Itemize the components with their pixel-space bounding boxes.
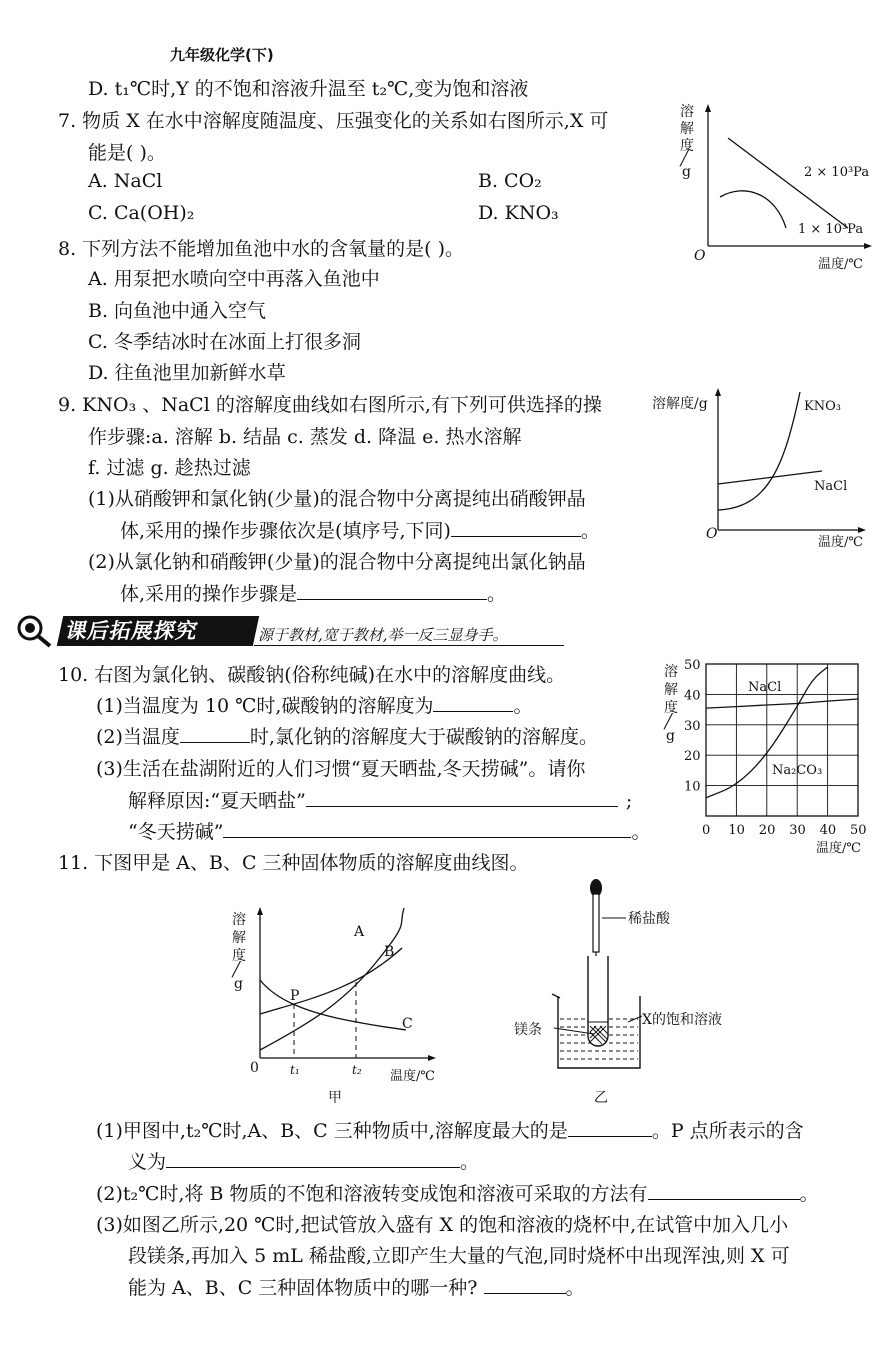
q11-x-arrow bbox=[428, 1055, 436, 1061]
q7-ylabel-2: 解 bbox=[680, 121, 694, 137]
q9-stem-line1: 9. KNO₃ 、NaCl 的溶解度曲线如右图所示,有下列可供选择的操 bbox=[58, 394, 602, 416]
q10-part3-semicolon: ; bbox=[625, 790, 633, 812]
q7-y-arrow bbox=[705, 104, 711, 112]
q10-ylabel-4: ╱ bbox=[664, 714, 673, 730]
q9-x-arrow bbox=[858, 527, 866, 533]
q10-part3-line3 bbox=[128, 817, 650, 844]
q10-part2 bbox=[96, 722, 598, 749]
q7-line-high-pressure bbox=[728, 138, 848, 228]
q7-xlabel: 温度/℃ bbox=[818, 257, 863, 272]
q11-part3-text: 能为 A、B、C 三种固体物质中的哪一种? bbox=[128, 1277, 478, 1299]
q11-part1-text-b: 。P 点所表示的含 bbox=[651, 1120, 804, 1142]
q7-stem-line1: 7. 物质 X 在水中溶解度随温度、压强变化的关系如右图所示,X 可 bbox=[58, 110, 609, 132]
q10-ylabel-3: 度 bbox=[664, 700, 678, 716]
q10-part1-answer-blank[interactable] bbox=[433, 692, 513, 712]
q7-origin: O bbox=[694, 248, 706, 264]
q10-part2-answer-blank[interactable] bbox=[180, 723, 250, 743]
q9-xlabel: 温度/℃ bbox=[818, 535, 863, 550]
q9-stem-line3: f. 过滤 g. 趁热过滤 bbox=[88, 457, 251, 479]
section-banner bbox=[16, 614, 561, 648]
q10-solubility-chart bbox=[656, 654, 878, 860]
q7-label-low: 1 × 10³Pa bbox=[798, 222, 864, 237]
q11-label-t1: t₁ bbox=[290, 1063, 300, 1077]
q11-curve-b bbox=[260, 948, 402, 1014]
q11-part3-answer-blank[interactable] bbox=[484, 1274, 566, 1294]
q7-ylabel-3: 度 bbox=[680, 138, 694, 154]
q9-kno3-label: KNO₃ bbox=[804, 399, 841, 414]
q8-stem: 8. 下列方法不能增加鱼池中水的含氧量的是( )。 bbox=[58, 238, 465, 260]
q7-solubility-chart bbox=[676, 100, 876, 272]
q8-option-c: C. 冬季结冰时在冰面上打很多洞 bbox=[88, 331, 361, 353]
q11-stem: 11. 下图甲是 A、B、C 三种固体物质的溶解度曲线图。 bbox=[58, 852, 529, 874]
q11-label-a: A bbox=[354, 924, 365, 940]
q11-ylabel-3: 度 bbox=[232, 948, 246, 964]
mg-label: 镁条 bbox=[514, 1022, 542, 1038]
q10-x-ticks bbox=[702, 823, 867, 838]
q10-stem: 10. 右图为氯化钠、碳酸钠(俗称纯碱)在水中的溶解度曲线。 bbox=[58, 664, 566, 686]
q7-ylabel-4: ╱ bbox=[680, 151, 689, 167]
q10-part3-end: 。 bbox=[631, 821, 651, 843]
q9-part2-end: 。 bbox=[487, 583, 507, 605]
q11-part3-line3 bbox=[128, 1273, 585, 1300]
q11-label-b: B bbox=[384, 944, 395, 960]
q10-x-tick-40: 40 bbox=[819, 823, 837, 838]
q7-stem-line2: 能是( )。 bbox=[88, 142, 166, 164]
q10-ylabel-2: 解 bbox=[664, 682, 678, 698]
q10-part3-winter-label: “冬天捞碱” bbox=[128, 821, 224, 843]
q10-y-tick-40: 40 bbox=[684, 688, 701, 704]
q11-part3-line1: (3)如图乙所示,20 ℃时,把试管放入盛有 X 的饱和溶液的烧杯中,在试管中加入几小 bbox=[96, 1214, 789, 1236]
q10-part3-line1: (3)生活在盐湖附近的人们习惯“夏天晒盐,冬天捞碱”。请你 bbox=[96, 758, 586, 780]
q10-plot-frame bbox=[706, 664, 858, 816]
q10-summer-answer-blank[interactable] bbox=[306, 787, 618, 807]
q9-part1-line1: (1)从硝酸钾和氯化钠(少量)的混合物中分离提纯出硝酸钾晶 bbox=[88, 488, 586, 510]
q7-ylabel-5: g bbox=[682, 164, 691, 180]
q11-part1-text-a: (1)甲图中,t₂℃时,A、B、C 三种物质中,溶解度最大的是 bbox=[96, 1120, 568, 1142]
q11-part1-end: 。 bbox=[460, 1151, 480, 1173]
q11-ylabel-1: 溶 bbox=[232, 912, 246, 928]
q11-label-t2: t₂ bbox=[352, 1063, 362, 1077]
q10-x-tick-30: 30 bbox=[789, 823, 806, 838]
q10-ylabel-5: g bbox=[666, 728, 675, 744]
banner-underline bbox=[254, 645, 564, 646]
q10-nacl-label: NaCl bbox=[748, 680, 782, 695]
q8-option-a: A. 用泵把水喷向空中再落入鱼池中 bbox=[88, 268, 380, 290]
q10-grid bbox=[706, 664, 858, 816]
q9-origin: O bbox=[706, 526, 718, 542]
q10-x-tick-10: 10 bbox=[728, 823, 745, 838]
q10-ylabel-1: 溶 bbox=[664, 664, 678, 680]
book-header: 九年级化学(下) bbox=[170, 46, 274, 64]
q9-part1-line2 bbox=[120, 516, 600, 543]
q9-y-arrow bbox=[715, 388, 721, 396]
q10-x-tick-20: 20 bbox=[758, 823, 776, 838]
q10-x-tick-50: 50 bbox=[850, 823, 867, 838]
q10-xlabel: 温度/℃ bbox=[816, 841, 861, 856]
q11-part2 bbox=[96, 1179, 819, 1206]
q11-part2-end: 。 bbox=[799, 1183, 819, 1205]
q10-y-tick-10: 10 bbox=[684, 779, 701, 795]
solution-label: X的饱和溶液 bbox=[642, 1012, 722, 1028]
q10-part2-text-a: (2)当温度 bbox=[96, 726, 180, 748]
q11-y-arrow bbox=[257, 907, 263, 915]
q9-part2-line1: (2)从氯化钠和硝酸钾(少量)的混合物中分离提纯出氯化钠晶 bbox=[88, 551, 586, 573]
q11-origin: 0 bbox=[250, 1060, 259, 1076]
q11-part2-text: (2)t₂℃时,将 B 物质的不饱和溶液转变成饱和溶液可采取的方法有 bbox=[96, 1183, 648, 1205]
q10-x-tick-0: 0 bbox=[702, 823, 711, 838]
q8-option-d: D. 往鱼池里加新鲜水草 bbox=[88, 362, 286, 384]
q10-part1-end: 。 bbox=[513, 695, 533, 717]
q11-caption-jia: 甲 bbox=[328, 1090, 342, 1106]
acid-label: 稀盐酸 bbox=[628, 911, 670, 927]
q7-option-d: D. KNO₃ bbox=[478, 202, 559, 224]
q9-solubility-chart bbox=[650, 382, 878, 552]
q11-curve-a bbox=[260, 908, 404, 1050]
q7-label-high: 2 × 10³Pa bbox=[804, 165, 870, 180]
banner-title: 课后拓展探究 bbox=[57, 616, 259, 646]
q9-stem-line2: 作步骤:a. 溶解 b. 结晶 c. 蒸发 d. 降温 e. 热水溶解 bbox=[88, 426, 522, 448]
q10-y-tick-20: 20 bbox=[684, 749, 701, 765]
q10-part2-text-b: 时,氯化钠的溶解度大于碳酸钠的溶解度。 bbox=[249, 726, 598, 748]
q11-part1-line2 bbox=[128, 1147, 479, 1174]
q10-nacl-curve bbox=[706, 699, 858, 708]
q11-ylabel-2: 解 bbox=[232, 930, 246, 946]
q8-option-b: B. 向鱼池中通入空气 bbox=[88, 300, 267, 322]
q11-xlabel: 温度/℃ bbox=[390, 1069, 435, 1084]
q9-part1-text: 体,采用的操作步骤依次是(填序号,下同) bbox=[120, 520, 451, 542]
q11-label-c: C bbox=[402, 1016, 413, 1032]
q10-part1-text: (1)当温度为 10 ℃时,碳酸钠的溶解度为 bbox=[96, 695, 434, 717]
q9-nacl-label: NaCl bbox=[814, 479, 848, 494]
q10-part3-summer-label: 解释原因:“夏天晒盐” bbox=[128, 790, 306, 812]
q9-part2-line2 bbox=[120, 579, 506, 606]
q11-ylabel-4: ╱ bbox=[232, 962, 241, 978]
q10-winter-answer-blank[interactable] bbox=[223, 818, 631, 838]
q11-part3-end: 。 bbox=[565, 1277, 585, 1299]
q7-option-a: A. NaCl bbox=[88, 170, 163, 192]
q10-part1 bbox=[96, 691, 532, 718]
dropper-tube bbox=[593, 894, 599, 952]
q11-ylabel-5: g bbox=[234, 976, 243, 992]
q7-curve-low-pressure bbox=[720, 191, 786, 228]
q9-part2-answer-blank[interactable] bbox=[297, 580, 487, 600]
q10-y-tick-30: 30 bbox=[684, 718, 701, 734]
q6-option-d: D. t₁℃时,Y 的不饱和溶液升温至 t₂℃,变为饱和溶液 bbox=[88, 78, 529, 100]
q9-part1-end: 。 bbox=[580, 520, 600, 542]
magnifier-icon bbox=[16, 614, 62, 650]
q9-part1-answer-blank[interactable] bbox=[451, 517, 581, 537]
q11-part1-text-c: 义为 bbox=[128, 1151, 167, 1173]
q10-na2co3-label: Na₂CO₃ bbox=[772, 763, 823, 778]
q11-part1-answer-blank[interactable] bbox=[568, 1117, 652, 1137]
q11-chart-jia bbox=[226, 900, 452, 1108]
q10-y-tick-50: 50 bbox=[684, 658, 701, 673]
q9-kno3-curve bbox=[718, 392, 800, 510]
q11-diagram-yi bbox=[510, 876, 760, 1108]
q10-y-ticks bbox=[684, 658, 701, 795]
q10-part3-line2 bbox=[128, 786, 632, 813]
q11-meaning-answer-blank[interactable] bbox=[166, 1148, 460, 1168]
q11-part2-answer-blank[interactable] bbox=[648, 1180, 800, 1200]
q7-option-c: C. Ca(OH)₂ bbox=[88, 202, 195, 224]
beaker-spout bbox=[552, 994, 560, 998]
q11-label-p: P bbox=[290, 988, 300, 1004]
q7-x-arrow bbox=[864, 243, 872, 249]
q11-caption-yi: 乙 bbox=[594, 1090, 608, 1106]
q7-option-b: B. CO₂ bbox=[478, 170, 542, 192]
q9-part2-text: 体,采用的操作步骤是 bbox=[120, 583, 298, 605]
q7-ylabel-1: 溶 bbox=[680, 104, 694, 120]
q9-ylabel: 溶解度/g bbox=[652, 396, 708, 412]
banner-subtitle: 源于教材,宽于教材,举一反三显身手。 bbox=[258, 626, 508, 644]
q11-part1-line1 bbox=[96, 1116, 804, 1143]
q11-part3-line2: 段镁条,再加入 5 mL 稀盐酸,立即产生大量的气泡,同时烧杯中出现浑浊,则 X 可 bbox=[128, 1245, 790, 1267]
